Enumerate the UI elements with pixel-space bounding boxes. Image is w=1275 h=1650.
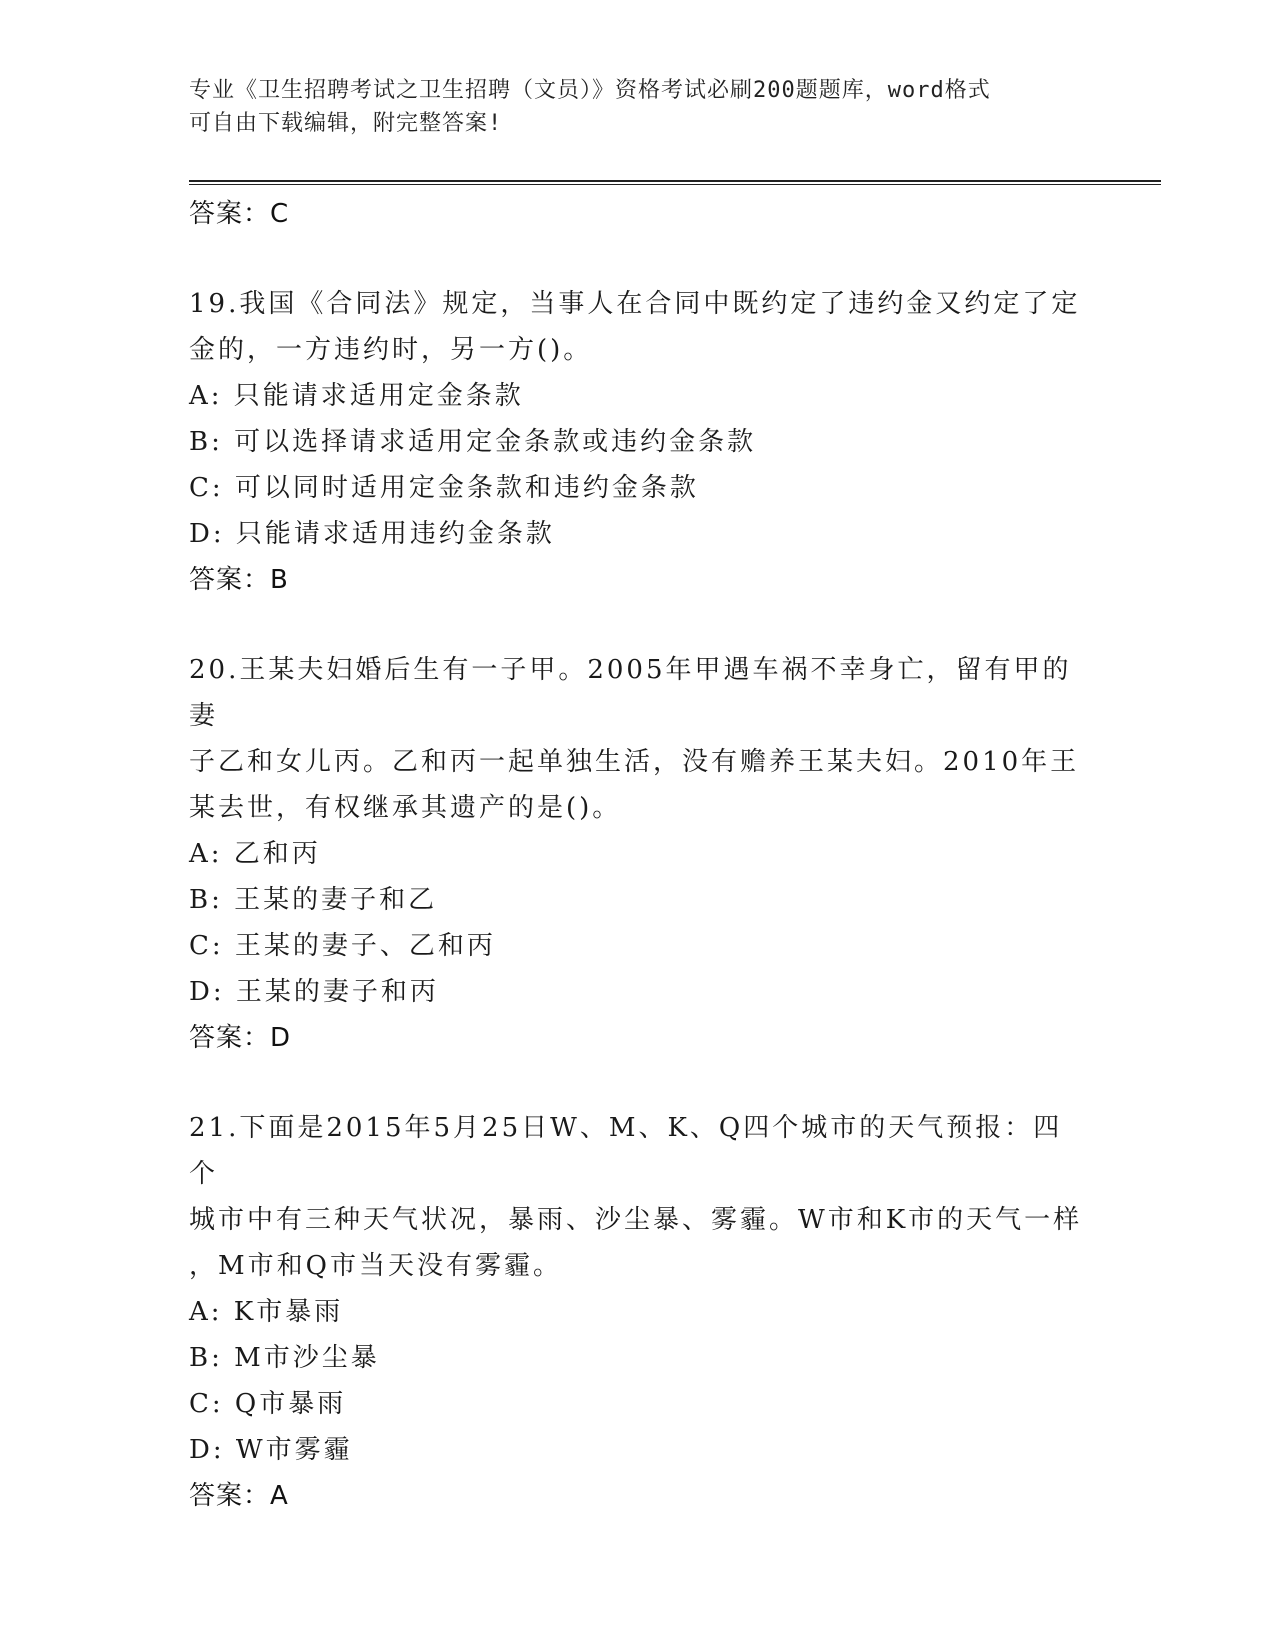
question-stem [189,647,1089,831]
option-a: A: K市暴雨 [189,1297,344,1327]
option-c: C: 王某的妻子、乙和丙 [189,931,496,961]
option-b: B: 可以选择请求适用定金条款或违约金条款 [189,427,757,457]
question-block-19 [189,281,1089,603]
stem-line: 某去世，有权继承其遗产的是()。 [189,793,622,823]
question-stem [189,1105,1089,1289]
question-stem [189,281,1089,373]
option-d: D: W市雾霾 [189,1435,353,1465]
option-c: C: 可以同时适用定金条款和违约金条款 [189,473,699,503]
stem-line: 子乙和女儿丙。乙和丙一起单独生活，没有赡养王某夫妇。2010年王 [189,747,1080,777]
document-header [189,74,1089,140]
header-line-2: 可自由下载编辑，附完整答案! [189,111,503,136]
previous-answer: 答案：C [189,199,290,229]
answer-line: 答案：B [189,565,289,595]
stem-line: 21.下面是2015年5月25日W、M、K、Q四个城市的天气预报：四个 [189,1113,1063,1189]
stem-line: 金的，一方违约时，另一方()。 [189,335,593,365]
option-c: C: Q市暴雨 [189,1389,347,1419]
stem-line: 城市中有三种天气状况，暴雨、沙尘暴、雾霾。W市和K市的天气一样 [189,1205,1083,1235]
header-divider [189,180,1161,185]
header-line-1: 专业《卫生招聘考试之卫生招聘（文员）》资格考试必刷200题题库，word格式 [189,78,991,103]
question-block-20 [189,647,1089,1061]
option-d: D: 王某的妻子和丙 [189,977,439,1007]
option-d: D: 只能请求适用违约金条款 [189,519,555,549]
spacer [189,1061,1089,1105]
stem-line: ，M市和Q市当天没有雾霾。 [189,1251,562,1281]
question-list [189,191,1089,1519]
stem-line: 20.王某夫妇婚后生有一子甲。2005年甲遇车祸不幸身亡，留有甲的妻 [189,655,1072,731]
answer-line: 答案：A [189,1481,289,1511]
stem-line: 19.我国《合同法》规定，当事人在合同中既约定了违约金又约定了定 [189,289,1081,319]
option-a: A: 只能请求适用定金条款 [189,381,524,411]
answer-line: 答案：D [189,1023,292,1053]
spacer [189,603,1089,647]
option-b: B: 王某的妻子和乙 [189,885,438,915]
spacer [189,237,1089,281]
question-block-21 [189,1105,1089,1519]
option-a: A: 乙和丙 [189,839,321,869]
option-b: B: M市沙尘暴 [189,1343,380,1373]
